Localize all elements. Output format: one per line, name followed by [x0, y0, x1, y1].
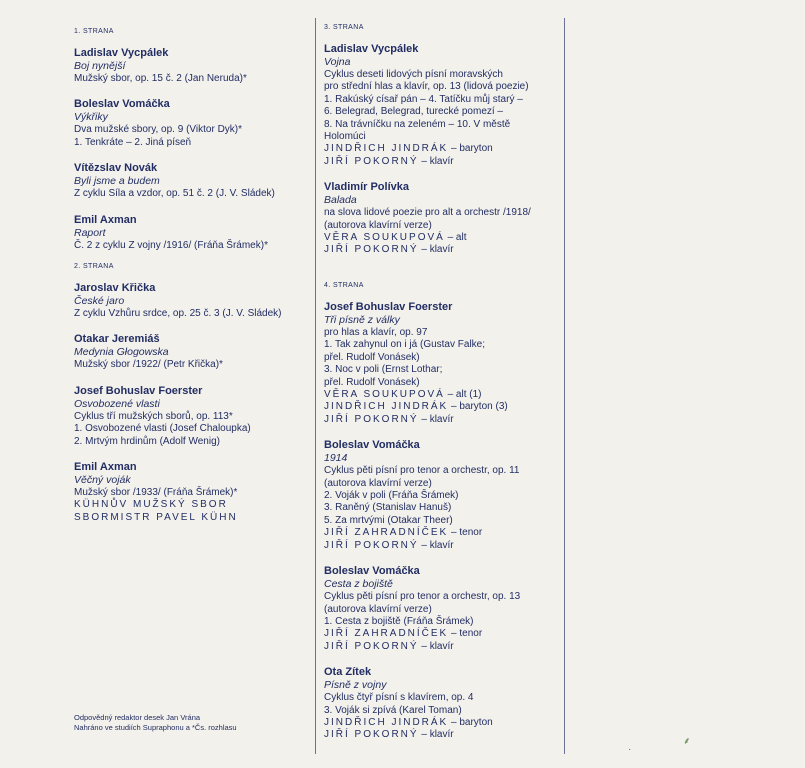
performer-name: JINDŘICH JINDRÁK — [324, 143, 449, 155]
composer-name: Jaroslav Křička — [74, 282, 156, 294]
side-2 — [74, 263, 310, 536]
column-divider-1 — [315, 18, 316, 754]
composer-name: Josef Bohuslav Foerster — [324, 301, 453, 313]
performer-name: JINDŘICH JINDRÁK — [324, 716, 449, 728]
track — [324, 300, 564, 426]
work-detail-line: přel. Rudolf Vonásek) — [324, 376, 420, 388]
performer-line — [324, 244, 564, 256]
performer-line: SBORMISTR PAVEL KÜHN — [74, 511, 238, 523]
performer-name: JIŘÍ POKORNÝ — [324, 155, 419, 167]
performer-role: – baryton — [448, 143, 493, 155]
work-detail-line: Cyklus pěti písní pro tenor a orchestr, op. 13 — [324, 591, 521, 603]
performer-role: – alt — [444, 232, 467, 244]
work-detail-line: (autorova klavírní verze) — [324, 477, 432, 489]
performer-name: VĚRA SOUKUPOVÁ — [324, 389, 445, 401]
work-title: Medynia Głogowska — [74, 346, 169, 359]
track — [324, 180, 564, 257]
work-title: Osvobozené vlasti — [74, 397, 160, 410]
work-detail-line: (autorova klavírní verze) — [324, 603, 432, 615]
work-detail-line: 6. Belegrad, Belegrad, turecké pomezí – — [324, 106, 503, 118]
composer-name: Vladimír Polívka — [324, 181, 409, 194]
work-detail-line: Cyklus čtyř písní s klavírem, op. 4 — [324, 692, 474, 704]
work-detail-line: 1. Tak zahynul on i já (Gustav Falke; — [324, 339, 486, 351]
work-detail-line: 3. Noc v poli (Ernst Lothar; — [324, 364, 443, 376]
work-title: Výkřiky — [74, 111, 108, 124]
performer-name: VĚRA SOUKUPOVÁ — [324, 232, 445, 244]
composer-name: Vítězslav Novák — [74, 162, 158, 175]
work-title: Cesta z bojiště — [324, 578, 393, 591]
composer-name: Ladislav Vycpálek — [74, 47, 169, 59]
composer-name: Emil Axman — [74, 213, 137, 226]
work-detail-line: 8. Na trávníčku na zeleném – 10. V městě — [324, 118, 511, 130]
composer-name: Boleslav Vomáčka — [324, 439, 420, 452]
performer-line — [324, 401, 564, 413]
work-title: České jaro — [74, 295, 125, 307]
work-detail-line: 1. Osvobozené vlasti (Josef Chaloupka) — [74, 423, 251, 435]
performer-role: – klavír — [418, 155, 454, 167]
performer-role: – klavír — [418, 640, 454, 652]
track — [324, 438, 564, 552]
work-detail-line: Mužský sbor /1933/ (Fráňa Šrámek)* — [74, 487, 238, 499]
composer-name: Boleslav Vomáčka — [324, 565, 420, 578]
performer-line — [324, 389, 564, 401]
leaf-mark: ⸙ — [683, 736, 691, 747]
track — [74, 281, 310, 320]
work-detail-line: Cyklus pěti písní pro tenor a orchestr, op. 11 — [324, 465, 520, 477]
performer-role: – baryton — [448, 716, 493, 728]
performer-role: – klavír — [418, 539, 454, 551]
work-detail-line: 3. Raněný (Stanislav Hanuš) — [324, 502, 452, 514]
work-detail-line: 2. Mrtvým hrdinům (Adolf Wenig) — [74, 435, 220, 447]
performer-name: JIŘÍ ZAHRADNÍČEK — [324, 527, 449, 539]
work-title: Byli jsme a budem — [74, 175, 160, 188]
work-title: Raport — [74, 226, 106, 239]
performer-name: JIŘÍ POKORNÝ — [324, 729, 419, 741]
work-title: Věčný voják — [74, 474, 131, 487]
work-detail-line: 3. Voják si zpívá (Karel Toman) — [324, 704, 462, 716]
work-title: Boj nynější — [74, 60, 126, 72]
performer-name: JIŘÍ POKORNÝ — [324, 640, 419, 652]
performer-name: JIŘÍ ZAHRADNÍČEK — [324, 628, 449, 640]
work-detail-line: Mužský sbor /1922/ (Petr Křička)* — [74, 359, 223, 371]
work-detail-line: Holomúci — [324, 131, 366, 143]
performer-line — [324, 232, 564, 244]
composer-name: Boleslav Vomáčka — [74, 98, 170, 111]
performer-role: – baryton (3) — [448, 401, 508, 413]
performer-line — [324, 414, 564, 426]
side-3 — [324, 24, 564, 269]
work-detail-line: Mužský sbor, op. 15 č. 2 (Jan Neruda)* — [74, 73, 247, 84]
track — [324, 665, 564, 742]
work-detail-line: přel. Rudolf Vonásek) — [324, 351, 420, 363]
performer-role: – tenor — [448, 628, 483, 640]
work-detail-line: (autorova klavírní verze) — [324, 219, 432, 231]
composer-name: Ladislav Vycpálek — [324, 43, 419, 55]
performer-line — [324, 729, 564, 741]
performer-line — [324, 527, 564, 539]
track — [74, 97, 310, 149]
performer-role: – alt (1) — [444, 389, 482, 401]
work-title: Písně z vojny — [324, 679, 387, 692]
performer-line — [324, 641, 564, 653]
work-detail-line: Cyklus deseti lidových písní moravských — [324, 69, 503, 80]
track — [74, 213, 310, 252]
work-detail-line: Č. 2 z cyklu Z vojny /1916/ (Fráňa Šrámek)* — [74, 239, 268, 251]
track — [324, 42, 564, 168]
colophon-recording: Nahráno ve studiích Supraphonu a *Čs. rozhlasu — [74, 723, 237, 732]
performer-line — [324, 628, 564, 640]
performer-line — [324, 156, 564, 168]
performer-line: KÜHNŮV MUŽSKÝ SBOR — [74, 499, 228, 511]
composer-name: Otakar Jeremiáš — [74, 333, 160, 346]
performer-role: – klavír — [418, 413, 454, 425]
track — [74, 460, 310, 524]
work-title: Vojna — [324, 56, 351, 68]
composer-name: Emil Axman — [74, 461, 137, 474]
work-detail-line: 2. Voják v poli (Fráňa Šrámek) — [324, 490, 459, 502]
work-detail-line: 5. Za mrtvými (Otakar Theer) — [324, 514, 453, 526]
performer-name: JIŘÍ POKORNÝ — [324, 539, 419, 551]
performer-role: – klavír — [418, 244, 454, 256]
work-title: 1914 — [324, 452, 348, 465]
work-detail-line: 1. Tenkráte – 2. Jiná píseň — [74, 136, 192, 148]
work-detail-line: pro hlas a klavír, op. 97 — [324, 327, 428, 338]
performer-line — [324, 143, 564, 155]
side-label: 3. STRANA — [324, 24, 364, 31]
side-label: 2. STRANA — [74, 263, 114, 270]
colophon — [74, 713, 237, 733]
work-detail-line: pro střední hlas a klavír, op. 13 (lidová poezie) — [324, 81, 529, 93]
work-detail-line: 1. Rakúský císař pán – 4. Tatíčku můj starý – — [324, 93, 523, 105]
track — [74, 46, 310, 85]
performer-line — [324, 540, 564, 552]
track — [74, 161, 310, 200]
track — [324, 564, 564, 653]
work-detail-line: Cyklus tří mužských sborů, op. 113* — [74, 410, 233, 422]
speck-mark: · — [628, 744, 632, 755]
side-4 — [324, 282, 564, 754]
track — [74, 384, 310, 448]
work-detail-line: na slova lidové poezie pro alt a orchestr /1918/ — [324, 207, 531, 219]
work-detail-line: Z cyklu Síla a vzdor, op. 51 č. 2 (J. V. Sládek) — [74, 188, 275, 200]
work-detail-line: Z cyklu Vzhůru srdce, op. 25 č. 3 (J. V. Sládek) — [74, 308, 282, 319]
side-label: 4. STRANA — [324, 282, 364, 289]
work-detail-line: Dva mužské sbory, op. 9 (Viktor Dyk)* — [74, 124, 243, 136]
performer-name: JIŘÍ POKORNÝ — [324, 244, 419, 256]
work-detail-line: 1. Cesta z bojiště (Fráňa Šrámek) — [324, 615, 474, 627]
work-title: Tři písně z války — [324, 314, 400, 326]
track — [74, 332, 310, 371]
colophon-editor: Odpovědný redaktor desek Jan Vrána — [74, 713, 201, 722]
performer-line — [324, 717, 564, 729]
performer-name: JINDŘICH JINDRÁK — [324, 401, 449, 413]
performer-role: – tenor — [448, 527, 483, 539]
composer-name: Josef Bohuslav Foerster — [74, 384, 203, 397]
column-divider-2 — [564, 18, 565, 754]
performer-name: JIŘÍ POKORNÝ — [324, 413, 419, 425]
side-1 — [74, 28, 310, 264]
composer-name: Ota Zítek — [324, 666, 372, 679]
performer-role: – klavír — [418, 729, 454, 741]
side-label: 1. STRANA — [74, 28, 114, 35]
work-title: Balada — [324, 194, 357, 207]
